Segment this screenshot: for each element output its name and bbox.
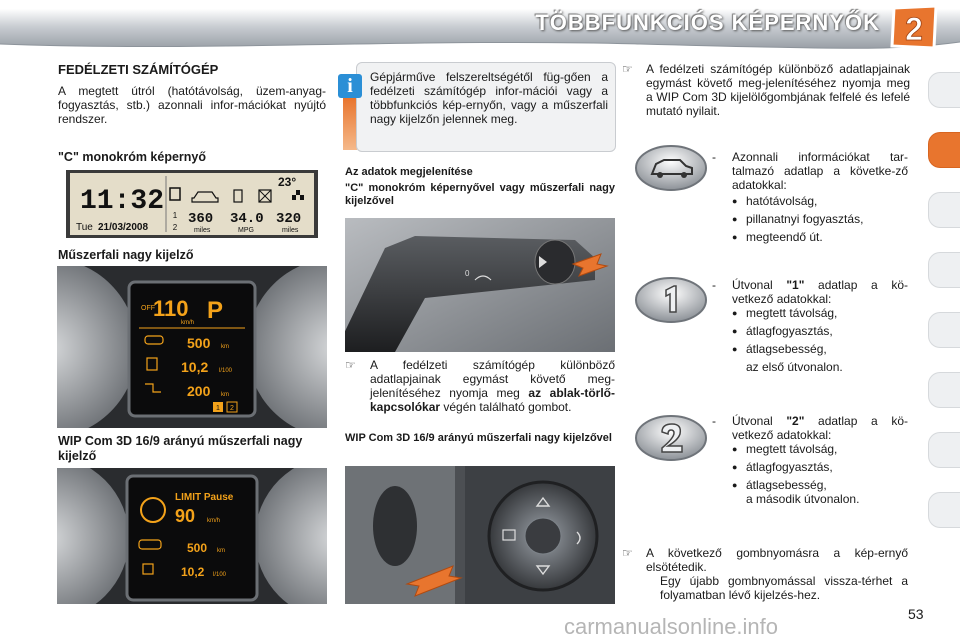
route1-list <box>732 304 908 358</box>
instant-list <box>732 192 908 246</box>
side-tab[interactable] <box>928 432 960 468</box>
wip-v1: 500 <box>187 541 208 555</box>
wip-heading: WIP Com 3D 16/9 arányú műszerfali nagy kijelzővel <box>345 432 612 444</box>
display-speed-unit: km/h <box>181 320 195 326</box>
display-trip1: 1 <box>216 405 220 412</box>
display-v3-unit: km <box>221 392 229 398</box>
route2-list <box>732 440 908 494</box>
svg-text:0: 0 <box>465 269 470 278</box>
route1-post: adatlap a kö-vetkező adatokkal: <box>732 278 908 306</box>
header-wave <box>0 38 960 52</box>
instant-text: Azonnali információkat tar-talmazó adatlap a követke-ző adatokkal: <box>732 150 908 192</box>
mono-unit3: miles <box>282 227 299 234</box>
list-item: ● átlagfogyasztás, <box>732 322 908 340</box>
stalk-text-a: A fedélzeti számítógép különböző adatlapjainak egymást követő meg-jelenítéséhez nyomja meg <box>370 358 615 400</box>
dash: - <box>712 150 716 164</box>
wip-limit-unit: km/h <box>207 518 221 524</box>
route1-num: "1" <box>786 278 805 292</box>
route2-pre: Útvonal <box>732 414 787 428</box>
route2-post: adatlap a kö-vetkező adatokkal: <box>732 414 908 442</box>
route1-tail: az első útvonalon. <box>746 360 843 374</box>
side-tab[interactable] <box>928 252 960 288</box>
mono-val3: 320 <box>276 211 302 227</box>
list-item: ● átlagfogyasztás, <box>732 458 908 476</box>
mono-trip2: 2 <box>172 223 178 232</box>
chapter-badge <box>888 4 940 50</box>
c-mono-heading: "C" monokróm képernyővel vagy műszerfali nagy kijelzővel <box>345 182 615 207</box>
stalk-text-bold: az ablak-törlő-kapcsolókar <box>370 386 615 414</box>
mono-trip1: 1 <box>172 211 178 220</box>
section-title: FEDÉLZETI SZÁMÍTÓGÉP <box>58 62 219 77</box>
wip-limit: LIMIT Pause <box>175 492 234 503</box>
display-off: OFF <box>141 305 155 312</box>
list-item: ● megtett távolság, <box>732 440 908 458</box>
mono-time: 11:32 <box>80 186 165 217</box>
confirm-text: A következő gombnyomásra a kép-ernyő elsötétedik. <box>646 546 908 574</box>
route2-num: "2" <box>786 414 805 428</box>
mono-val1: 360 <box>188 211 214 227</box>
stalk-text-c: végén található gombot. <box>440 400 572 414</box>
display-v2-unit: l/100 <box>219 368 233 374</box>
wip-display-label: WIP Com 3D 16/9 arányú műszerfali nagy kijelző <box>58 434 303 463</box>
large-display-label: Műszerfali nagy kijelző <box>58 248 194 262</box>
display-v2: 10,2 <box>181 359 209 375</box>
watermark: carmanualsonline.info <box>564 614 779 639</box>
mono-unit2: MPG <box>238 227 254 234</box>
wip-limit-value: 90 <box>175 506 196 526</box>
page-title: TÖBBFUNKCIÓS KÉPERNYŐK <box>535 10 880 35</box>
info-text: Gépjárműve felszereltségétől füg-gően a fedélzeti számítógép infor-mációi vagy a többfunkciós kép-ernyőn, vagy a műszerfali nagy kijelzőn jelennek meg. <box>370 70 608 126</box>
display-v1-unit: km <box>221 344 229 350</box>
mono-temp: 23° <box>278 175 297 189</box>
stalk-instruction <box>370 358 615 414</box>
chapter-number: 2 <box>905 11 923 47</box>
info-icon: i <box>338 74 362 98</box>
dash: - <box>712 414 716 428</box>
list-item: ● hatótávolság, <box>732 192 908 210</box>
info-strip <box>343 98 357 150</box>
pointer-icon: ☞ <box>345 358 356 372</box>
car-button-image <box>634 144 708 192</box>
list-item: ● megteendő út. <box>732 228 908 246</box>
list-item: ● pillanatnyi fogyasztás, <box>732 210 908 228</box>
display-speed: 110 <box>153 296 189 321</box>
pointer-icon: ☞ <box>622 546 633 560</box>
trip2-button-image <box>634 414 708 462</box>
wip-v1-unit: km <box>217 548 225 554</box>
intro-text: A megtett útról (hatótávolság, üzem-anyag-fogyasztás, stb.) azonnali infor-mációkat nyújtó rendszer. <box>58 84 326 126</box>
list-item: ● átlagsebesség, <box>732 340 908 358</box>
wip-v2-unit: l/100 <box>213 572 227 578</box>
right-intro: A fedélzeti számítógép különböző adatlapjainak egymást követő meg-jelenítéséhez nyomja meg a WIP Com 3D kijelölőgombjának felfelé és lefelé mutató nyilait. <box>646 62 910 118</box>
route2-tail: a második útvonalon. <box>746 492 860 506</box>
side-tab-active[interactable] <box>928 132 960 168</box>
display-trip2: 2 <box>230 405 234 412</box>
side-tab[interactable] <box>928 312 960 348</box>
mono-val2: 34.0 <box>230 211 264 227</box>
back-text: Egy újabb gombnyomással vissza-térhet a folyamatban lévő kijelzés-hez. <box>660 574 908 602</box>
side-tab[interactable] <box>928 72 960 108</box>
route2-text <box>732 414 908 442</box>
route1-pre: Útvonal <box>732 278 787 292</box>
dash: - <box>712 278 716 292</box>
pointer-icon: ☞ <box>622 62 633 76</box>
side-tab[interactable] <box>928 492 960 528</box>
side-tab[interactable] <box>928 192 960 228</box>
mono-screen-label: "C" monokróm képernyő <box>58 150 206 164</box>
data-heading: Az adatok megjelenítése <box>345 166 473 178</box>
wip-panel-image <box>57 468 327 604</box>
trip1-button-image <box>634 276 708 324</box>
wip-v2: 10,2 <box>181 565 205 579</box>
display-v1: 500 <box>187 335 211 351</box>
list-item: ● megtett távolság, <box>732 304 908 322</box>
wip-control-image <box>345 466 615 604</box>
wiper-stalk-image <box>345 218 615 352</box>
mono-date: 21/03/2008 <box>98 222 149 233</box>
instrument-panel-image <box>57 266 327 428</box>
mono-unit1: miles <box>194 227 211 234</box>
route1-text <box>732 278 908 306</box>
side-tab[interactable] <box>928 372 960 408</box>
mono-display <box>66 170 318 238</box>
display-gear: P <box>207 297 224 324</box>
page-number: 53 <box>908 606 924 622</box>
display-v3: 200 <box>187 383 211 399</box>
flag-icon <box>292 190 304 200</box>
list-item: ● átlagsebesség, <box>732 476 908 494</box>
mono-date-prefix: Tue <box>76 222 93 233</box>
